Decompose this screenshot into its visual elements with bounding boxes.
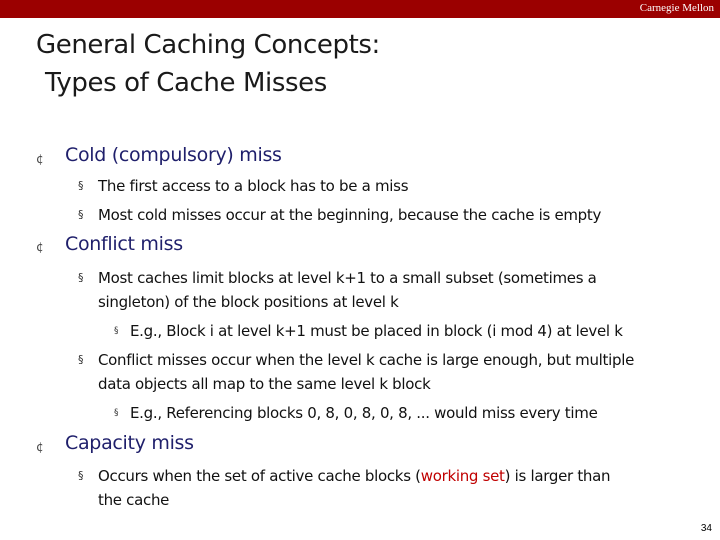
bullet-text: Most cold misses occur at the beginning, because the cache is empty bbox=[98, 206, 602, 224]
list-item bbox=[78, 201, 602, 229]
bullet-icon: § bbox=[78, 208, 84, 221]
bullet-text-end: ) is larger than bbox=[504, 467, 611, 485]
bullet-icon: § bbox=[78, 271, 84, 284]
bullet-icon: § bbox=[78, 179, 84, 192]
page-number: 34 bbox=[700, 523, 712, 534]
bullet-text: The first access to a block has to be a miss bbox=[98, 177, 409, 195]
sub-list-item bbox=[114, 317, 623, 345]
bullet-icon: § bbox=[78, 353, 84, 366]
section-heading-cold: Cold (compulsory) miss bbox=[65, 144, 282, 166]
section-heading-capacity: Capacity miss bbox=[65, 432, 194, 454]
sub-bullet-icon: § bbox=[114, 408, 119, 418]
bullet-text: data objects all map to the same level k block bbox=[98, 375, 431, 393]
sub-bullet-text: E.g., Block i at level k+1 must be placed in block (i mod 4) at level k bbox=[130, 322, 623, 340]
sub-bullet-text: E.g., Referencing blocks 0, 8, 0, 8, 0, 8, ... would miss every time bbox=[130, 404, 598, 422]
section-marker-icon: ¢ bbox=[36, 240, 44, 254]
bullet-text: singleton) of the block positions at level k bbox=[98, 293, 399, 311]
list-item bbox=[78, 462, 611, 490]
section-heading-conflict: Conflict miss bbox=[65, 233, 183, 255]
highlight-term: working set bbox=[420, 467, 505, 485]
brand-label: Carnegie Mellon bbox=[639, 2, 714, 14]
bullet-icon: § bbox=[78, 469, 84, 482]
bullet-text: Conflict misses occur when the level k cache is large enough, but multiple bbox=[98, 351, 634, 369]
bullet-text: Occurs when the set of active cache blocks ( bbox=[98, 467, 421, 485]
bullet-text: the cache bbox=[98, 491, 170, 509]
list-item bbox=[78, 172, 409, 200]
title-line-1: General Caching Concepts: bbox=[36, 30, 380, 60]
list-item-continuation bbox=[98, 288, 399, 316]
bullet-text: Most caches limit blocks at level k+1 to a small subset (sometimes a bbox=[98, 269, 597, 287]
top-banner bbox=[0, 0, 720, 18]
slide-title bbox=[36, 26, 380, 102]
sub-list-item bbox=[114, 399, 598, 427]
section-marker-icon: ¢ bbox=[36, 152, 44, 166]
section-marker-icon: ¢ bbox=[36, 440, 44, 454]
title-line-2: Types of Cache Misses bbox=[45, 68, 327, 98]
list-item-continuation bbox=[98, 486, 169, 514]
sub-bullet-icon: § bbox=[114, 326, 119, 336]
list-item-continuation bbox=[98, 370, 430, 398]
